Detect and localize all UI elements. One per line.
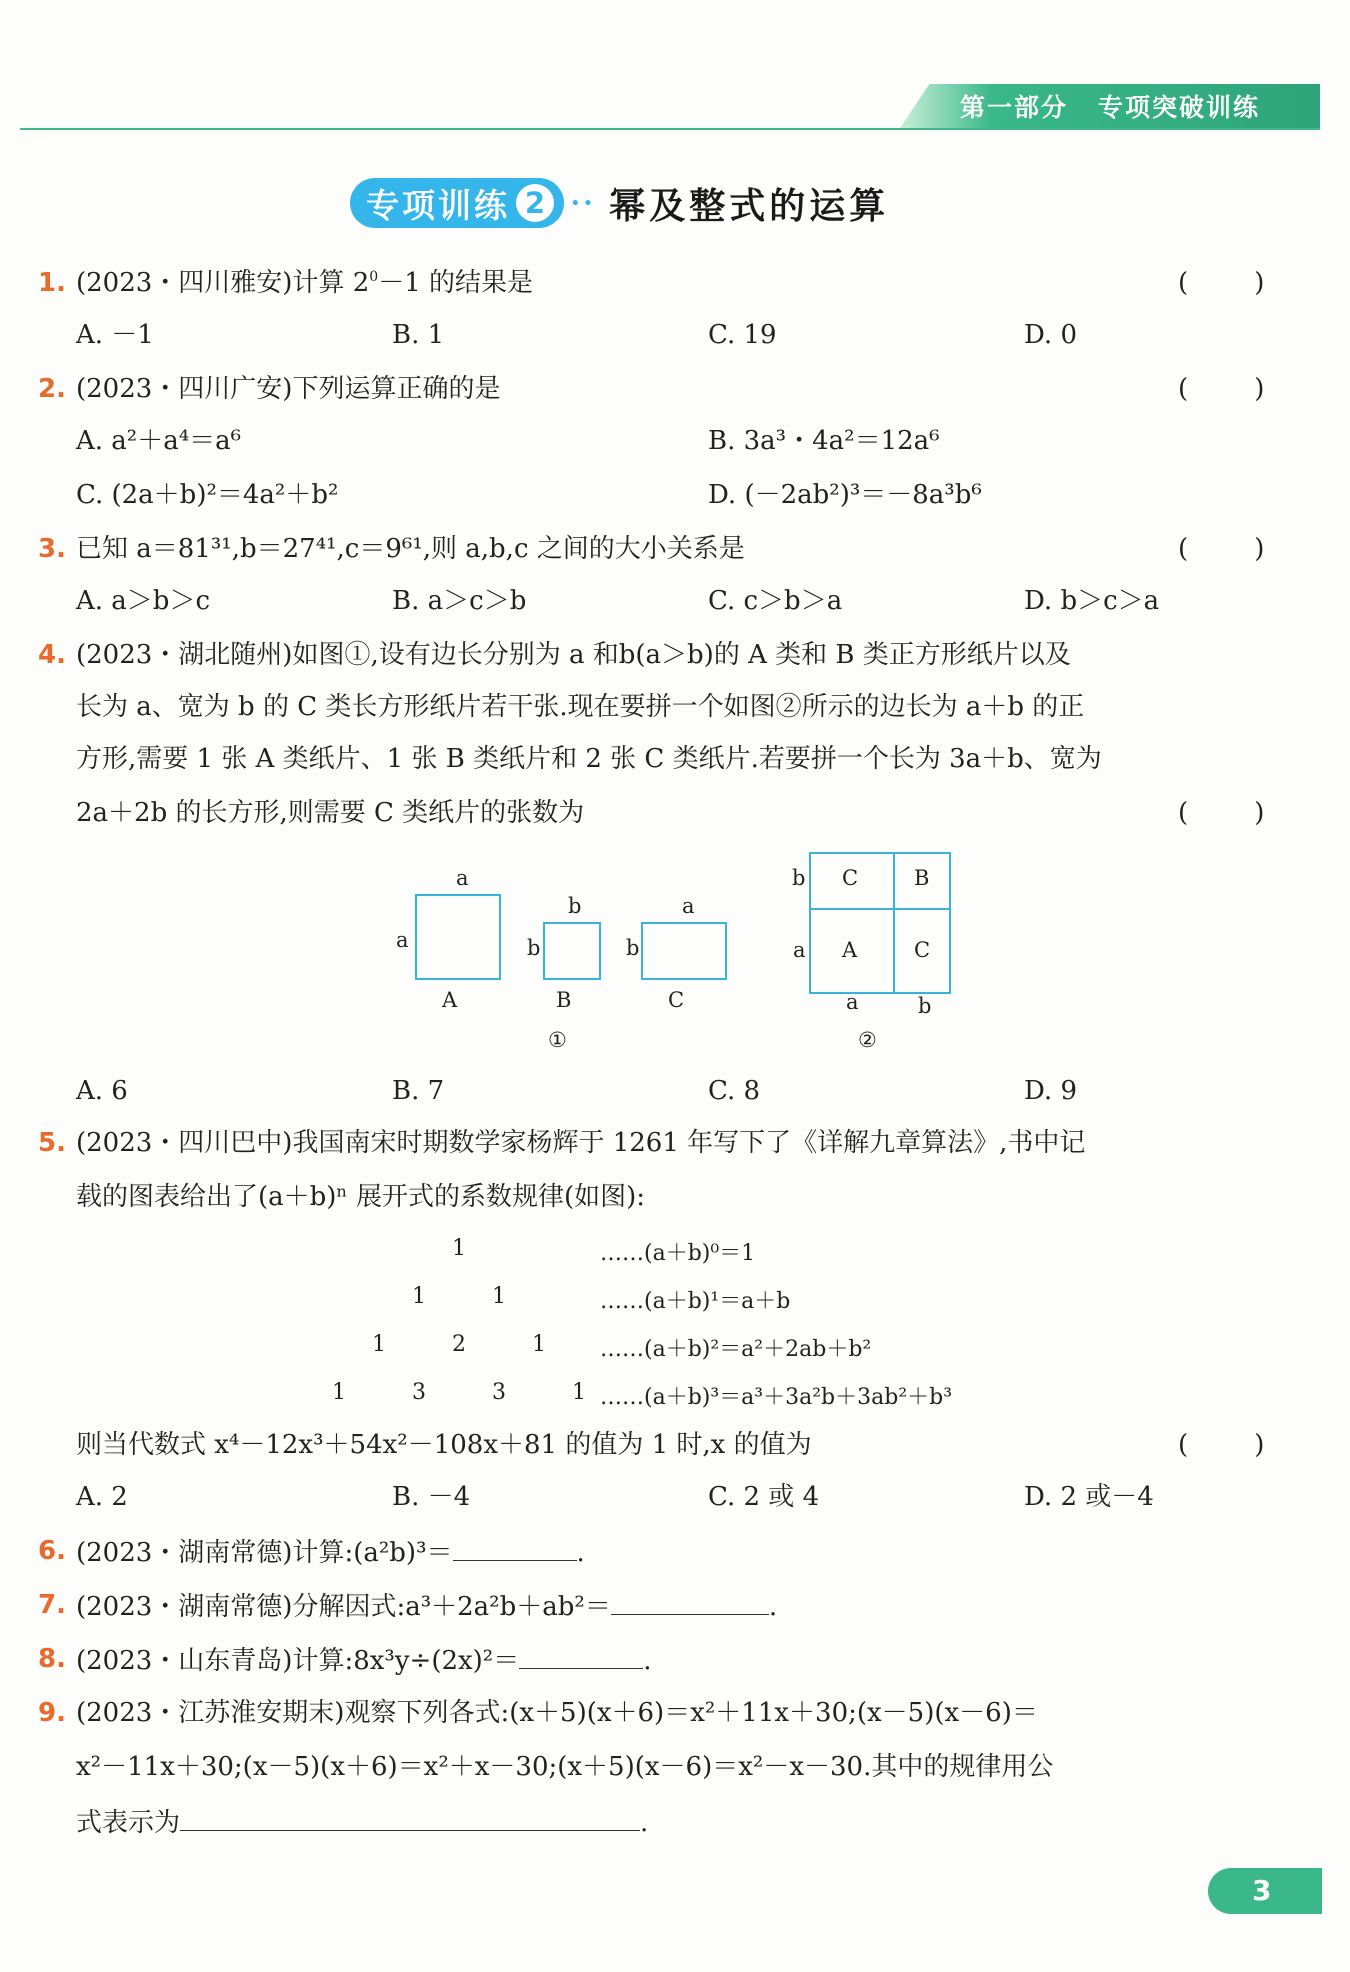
q7-text: (2023・湖南常德)分解因式:a³＋2a²b＋ab²＝ xyxy=(76,1592,611,1622)
answer-paren-2: ( ) xyxy=(1178,374,1265,404)
triangle-r3-c1: 3 xyxy=(412,1380,426,1405)
q5-option-b: B. －4 xyxy=(392,1482,471,1512)
q4-option-c: C. 8 xyxy=(708,1076,761,1106)
fig1-label-B: B xyxy=(556,988,572,1012)
q9-end: . xyxy=(640,1808,649,1838)
question-number-2: 2. xyxy=(38,374,66,404)
fig1-c-left: b xyxy=(626,936,640,960)
fig1-b-top: b xyxy=(568,894,582,918)
q1-text-a: (2023・四川雅安)计算 2 xyxy=(76,268,370,298)
question-number-4: 4. xyxy=(38,640,66,670)
question-4-line-2: 长为 a、宽为 b 的 C 类长方形纸片若干张.现在要拼一个如图②所示的边长为 a＋b 的正 xyxy=(76,692,1085,722)
header-section: 专项突破训练 xyxy=(1098,93,1261,122)
q9-answer-blank[interactable] xyxy=(180,1804,640,1831)
triangle-r2-c2: 1 xyxy=(532,1332,546,1357)
page-number: 3 xyxy=(1208,1868,1322,1914)
fig2-cell-A: A xyxy=(842,938,858,962)
page-title xyxy=(350,176,889,230)
fig2-cell-C2: C xyxy=(914,938,931,962)
q1-text-b: －1 的结果是 xyxy=(378,268,533,298)
title-badge xyxy=(350,178,564,228)
answer-paren-5: ( ) xyxy=(1178,1430,1265,1460)
expansion-1: ……(a＋b)¹＝a＋b xyxy=(600,1289,791,1314)
q6-text: (2023・湖南常德)计算:(a²b)³＝ xyxy=(76,1538,453,1568)
q5-option-d: D. 2 或－4 xyxy=(1024,1482,1154,1512)
q1-option-c: C. 19 xyxy=(708,320,777,350)
question-3-text: 已知 a＝81³¹,b＝27⁴¹,c＝9⁶¹,则 a,b,c 之间的大小关系是 xyxy=(76,534,745,564)
fig1-a-left: a xyxy=(396,928,409,952)
answer-paren-3: ( ) xyxy=(1178,534,1265,564)
question-number-8: 8. xyxy=(38,1644,66,1674)
expansion-2: ……(a＋b)²＝a²＋2ab＋b² xyxy=(600,1337,872,1362)
fig2-cell-C1: C xyxy=(842,866,859,890)
q9-line-3-text: 式表示为 xyxy=(76,1808,181,1838)
fig2-b-left: b xyxy=(792,866,806,890)
q2-option-d: D. (－2ab²)³＝－8a³b⁶ xyxy=(708,480,982,510)
square-a xyxy=(416,895,500,979)
expansion-0: ……(a＋b)⁰＝1 xyxy=(600,1241,756,1266)
question-number-5: 5. xyxy=(38,1128,66,1158)
fig1-c-top: a xyxy=(682,894,695,918)
q7-answer-blank[interactable] xyxy=(611,1588,769,1615)
fig2-cell-B: B xyxy=(914,866,930,890)
question-number-3: 3. xyxy=(38,534,66,564)
fig2-caption: ② xyxy=(858,1028,877,1052)
q3-option-a: A. a＞b＞c xyxy=(76,586,211,616)
question-number-6: 6. xyxy=(38,1536,66,1566)
q6-end: . xyxy=(576,1538,585,1568)
header-divider xyxy=(20,128,1320,130)
fig2-b-bottom: b xyxy=(918,994,932,1018)
header-section-label xyxy=(960,88,1290,124)
triangle-r1-c0: 1 xyxy=(412,1284,426,1309)
q4-option-d: D. 9 xyxy=(1024,1076,1077,1106)
question-9-line-3 xyxy=(76,1804,648,1840)
q8-answer-blank[interactable] xyxy=(519,1642,643,1669)
title-badge-number: 2 xyxy=(516,184,554,222)
fig1-a-top: a xyxy=(456,866,469,890)
q4-option-b: B. 7 xyxy=(392,1076,445,1106)
question-6-text xyxy=(76,1534,585,1570)
q2-option-c: C. (2a＋b)²＝4a²＋b² xyxy=(76,480,339,510)
question-9-line-1: (2023・江苏淮安期末)观察下列各式:(x＋5)(x＋6)＝x²＋11x＋30;(x－5)(x－6)＝ xyxy=(76,1698,1038,1728)
title-badge-text: 专项训练 xyxy=(366,185,510,225)
square-b xyxy=(544,923,600,979)
q7-end: . xyxy=(768,1592,778,1622)
question-2-text: (2023・四川广安)下列运算正确的是 xyxy=(76,374,501,404)
fig1-label-A: A xyxy=(442,988,458,1012)
q8-text: (2023・山东青岛)计算:8x³y÷(2x)²＝ xyxy=(76,1646,520,1676)
question-4-line-3: 方形,需要 1 张 A 类纸片、1 张 B 类纸片和 2 张 C 类纸片.若要拼一个长为 3a＋b、宽为 xyxy=(76,744,1102,774)
question-7-text xyxy=(76,1588,777,1624)
question-4-line-4: 2a＋2b 的长方形,则需要 C 类纸片的张数为 xyxy=(76,798,585,828)
header-part: 第一部分 xyxy=(960,93,1069,122)
title-dots: •• xyxy=(570,192,596,214)
triangle-r2-c1: 2 xyxy=(452,1332,466,1357)
q1-option-d: D. 0 xyxy=(1024,320,1077,350)
answer-paren-4: ( ) xyxy=(1178,798,1265,828)
q4-option-a: A. 6 xyxy=(76,1076,128,1106)
q1-option-a: A. －1 xyxy=(76,320,154,350)
answer-paren-1: ( ) xyxy=(1178,268,1265,298)
triangle-r2-c0: 1 xyxy=(372,1332,386,1357)
triangle-r3-c0: 1 xyxy=(332,1380,346,1405)
q3-option-d: D. b＞c＞a xyxy=(1024,586,1160,616)
q3-option-c: C. c＞b＞a xyxy=(708,586,843,616)
q2-option-a: A. a²＋a⁴＝a⁶ xyxy=(76,426,242,456)
fig2-a-bottom: a xyxy=(846,990,859,1014)
title-text: 幂及整式的运算 xyxy=(609,184,890,227)
question-5-line-2: 载的图表给出了(a＋b)ⁿ 展开式的系数规律(如图): xyxy=(76,1182,645,1212)
q3-option-b: B. a＞c＞b xyxy=(392,586,527,616)
q8-end: . xyxy=(643,1646,652,1676)
fig1-label-C: C xyxy=(668,988,685,1012)
question-number-9: 9. xyxy=(38,1698,66,1728)
question-8-text xyxy=(76,1642,652,1678)
fig2-a-left: a xyxy=(793,938,806,962)
q5-option-a: A. 2 xyxy=(76,1482,128,1512)
question-number-7: 7. xyxy=(38,1590,66,1620)
triangle-r3-c2: 3 xyxy=(492,1380,506,1405)
fig1-b-left: b xyxy=(527,936,541,960)
question-1-text xyxy=(76,266,533,300)
question-4-line-1: (2023・湖北随州)如图①,设有边长分别为 a 和b(a＞b)的 A 类和 B 类正方形纸片以及 xyxy=(76,640,1071,670)
q4-figure xyxy=(380,840,980,1070)
triangle-r1-c1: 1 xyxy=(492,1284,506,1309)
triangle-r3-c3: 1 xyxy=(572,1380,586,1405)
question-5-line-1: (2023・四川巴中)我国南宋时期数学家杨辉于 1261 年写下了《详解九章算法》,书中记 xyxy=(76,1128,1086,1158)
question-number-1: 1. xyxy=(38,268,66,298)
triangle-r0-c0: 1 xyxy=(452,1236,466,1261)
fig1-caption: ① xyxy=(548,1028,567,1052)
question-9-line-2: x²－11x＋30;(x－5)(x＋6)＝x²＋x－30;(x＋5)(x－6)＝x²－x－30.其中的规律用公 xyxy=(76,1752,1054,1782)
q2-option-b: B. 3a³・4a²＝12a⁶ xyxy=(708,426,940,456)
q1-exp: 0 xyxy=(369,269,379,285)
q1-option-b: B. 1 xyxy=(392,320,445,350)
expansion-3: ……(a＋b)³＝a³＋3a²b＋3ab²＋b³ xyxy=(600,1385,953,1410)
q6-answer-blank[interactable] xyxy=(453,1534,577,1561)
q5-option-c: C. 2 或 4 xyxy=(708,1482,820,1512)
question-5-question: 则当代数式 x⁴－12x³＋54x²－108x＋81 的值为 1 时,x 的值为 xyxy=(76,1430,812,1460)
rect-c xyxy=(642,923,726,979)
